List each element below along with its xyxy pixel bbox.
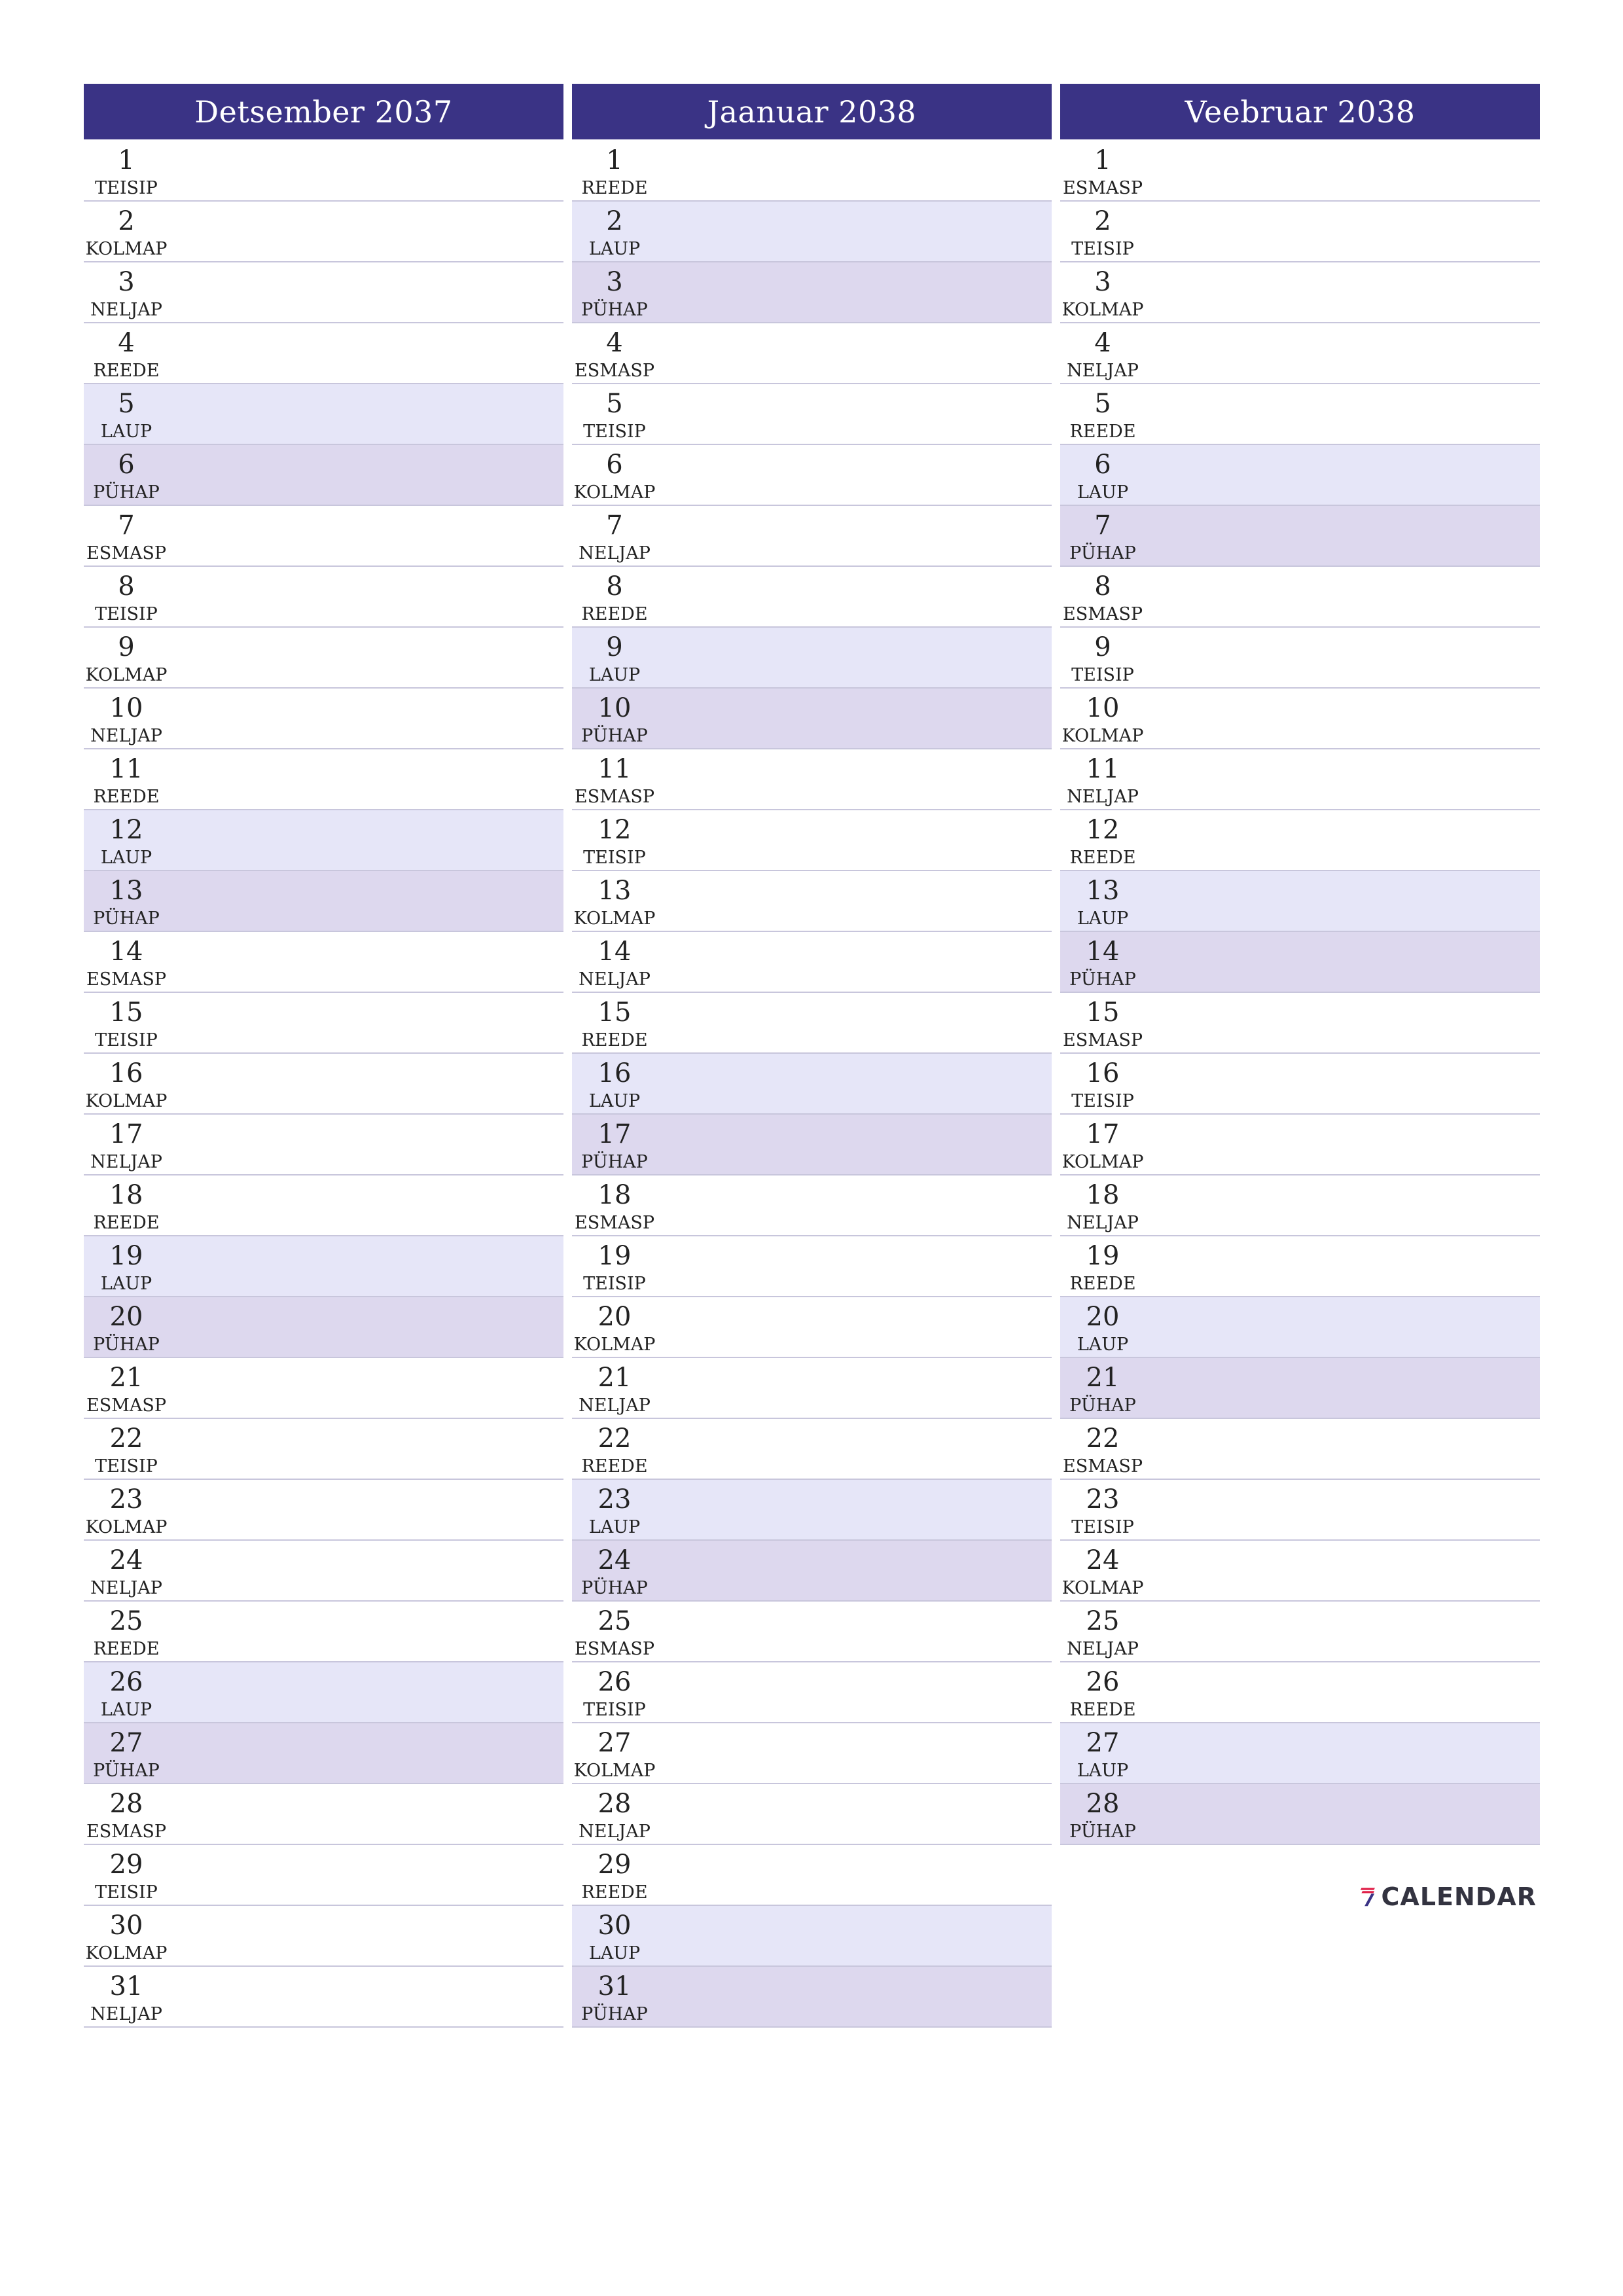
day-number: 31 <box>109 1971 143 2001</box>
weekday-label: ESMASP <box>86 543 166 564</box>
day-row <box>572 1906 1052 1967</box>
day-row <box>1060 141 1540 202</box>
day-row <box>572 1054 1052 1115</box>
day-number: 29 <box>597 1850 632 1880</box>
weekday-label: TEISIP <box>583 1274 646 1294</box>
weekday-label: PÜHAP <box>93 1761 160 1781</box>
day-row <box>1060 445 1540 506</box>
day-number: 17 <box>1086 1119 1120 1149</box>
day-row <box>572 993 1052 1054</box>
weekday-label: TEISIP <box>95 1030 158 1050</box>
weekday-label: ESMASP <box>574 1639 654 1659</box>
day-number: 18 <box>109 1180 143 1210</box>
weekday-label: NELJAP <box>579 969 651 990</box>
day-row <box>572 202 1052 262</box>
day-row <box>572 628 1052 689</box>
day-number: 11 <box>109 754 143 784</box>
month-column-february <box>1060 84 1540 1845</box>
day-row <box>84 1236 563 1297</box>
day-number: 4 <box>118 328 135 358</box>
day-row <box>84 1602 563 1662</box>
weekday-label: LAUP <box>1077 1761 1129 1781</box>
weekday-label: PÜHAP <box>581 1578 648 1598</box>
day-row <box>1060 871 1540 932</box>
day-number: 23 <box>1086 1484 1120 1515</box>
day-number: 19 <box>109 1241 143 1271</box>
weekday-label: KOLMAP <box>85 1091 168 1111</box>
day-number: 9 <box>1094 632 1111 662</box>
month-column-december <box>84 84 563 2028</box>
day-number: 8 <box>1094 571 1111 601</box>
day-number: 26 <box>109 1667 143 1697</box>
day-row <box>1060 1054 1540 1115</box>
weekday-label: REEDE <box>93 1213 160 1233</box>
day-number: 5 <box>118 389 135 419</box>
weekday-label: KOLMAP <box>573 482 656 503</box>
day-number: 22 <box>1086 1424 1120 1454</box>
day-number: 2 <box>606 206 623 236</box>
day-row <box>84 445 563 506</box>
weekday-label: KOLMAP <box>1061 300 1144 320</box>
day-row <box>572 1602 1052 1662</box>
weekday-label: REEDE <box>1069 1274 1136 1294</box>
day-number: 12 <box>597 815 632 845</box>
day-row <box>84 567 563 628</box>
weekday-label: KOLMAP <box>85 1517 168 1537</box>
weekday-label: REEDE <box>581 1456 648 1477</box>
day-row <box>84 1906 563 1967</box>
weekday-label: REEDE <box>1069 848 1136 868</box>
day-number: 10 <box>1086 693 1120 723</box>
weekday-label: REEDE <box>93 1639 160 1659</box>
day-row <box>572 445 1052 506</box>
day-number: 3 <box>1094 267 1111 297</box>
weekday-label: PÜHAP <box>1069 1395 1136 1416</box>
weekday-label: LAUP <box>588 239 641 259</box>
day-row <box>1060 1723 1540 1784</box>
day-row <box>572 1662 1052 1723</box>
weekday-label: LAUP <box>100 1700 152 1720</box>
day-row <box>84 506 563 567</box>
weekday-label: KOLMAP <box>85 239 168 259</box>
day-number: 24 <box>1086 1545 1120 1575</box>
day-row <box>1060 1662 1540 1723</box>
weekday-label: KOLMAP <box>573 1335 656 1355</box>
weekday-label: ESMASP <box>1062 604 1143 624</box>
day-row <box>84 1480 563 1541</box>
day-number: 8 <box>118 571 135 601</box>
day-number: 1 <box>1094 145 1111 175</box>
day-number: 23 <box>109 1484 143 1515</box>
day-row <box>1060 202 1540 262</box>
day-row <box>1060 628 1540 689</box>
weekday-label: KOLMAP <box>573 908 656 929</box>
day-row <box>1060 262 1540 323</box>
day-row <box>84 1175 563 1236</box>
day-row <box>84 1541 563 1602</box>
day-number: 4 <box>1094 328 1111 358</box>
day-row <box>572 1967 1052 2028</box>
month-title: Veebruar 2038 <box>1060 84 1540 139</box>
day-number: 22 <box>109 1424 143 1454</box>
day-number: 2 <box>1094 206 1111 236</box>
day-row <box>84 810 563 871</box>
day-number: 10 <box>597 693 632 723</box>
day-number: 18 <box>1086 1180 1120 1210</box>
day-number: 12 <box>109 815 143 845</box>
day-number: 12 <box>1086 815 1120 845</box>
day-number: 5 <box>1094 389 1111 419</box>
day-row <box>572 506 1052 567</box>
weekday-label: LAUP <box>1077 1335 1129 1355</box>
weekday-label: TEISIP <box>95 1882 158 1903</box>
weekday-label: REEDE <box>1069 422 1136 442</box>
weekday-label: PÜHAP <box>93 1335 160 1355</box>
day-row <box>572 932 1052 993</box>
weekday-label: NELJAP <box>90 1578 162 1598</box>
day-row <box>1060 1297 1540 1358</box>
day-number: 27 <box>597 1728 632 1758</box>
day-row <box>84 1054 563 1115</box>
day-row <box>572 1541 1052 1602</box>
day-number: 8 <box>606 571 623 601</box>
weekday-label: KOLMAP <box>573 1761 656 1781</box>
weekday-label: KOLMAP <box>1061 1152 1144 1172</box>
day-row <box>84 262 563 323</box>
day-number: 27 <box>109 1728 143 1758</box>
day-number: 28 <box>109 1789 143 1819</box>
day-row <box>84 749 563 810</box>
weekday-label: LAUP <box>1077 908 1129 929</box>
weekday-label: KOLMAP <box>1061 1578 1144 1598</box>
day-number: 29 <box>109 1850 143 1880</box>
day-number: 14 <box>597 937 632 967</box>
day-row <box>84 1845 563 1906</box>
weekday-label: NELJAP <box>579 543 651 564</box>
day-number: 19 <box>1086 1241 1120 1271</box>
day-number: 24 <box>109 1545 143 1575</box>
day-number: 13 <box>1086 876 1120 906</box>
day-row <box>84 1358 563 1419</box>
day-number: 25 <box>1086 1606 1120 1636</box>
day-number: 21 <box>1086 1363 1120 1393</box>
day-number: 28 <box>597 1789 632 1819</box>
day-row <box>1060 689 1540 749</box>
day-row <box>84 628 563 689</box>
day-number: 1 <box>606 145 623 175</box>
weekday-label: REEDE <box>581 604 648 624</box>
day-number: 6 <box>1094 450 1111 480</box>
weekday-label: REEDE <box>581 178 648 198</box>
day-row <box>572 1845 1052 1906</box>
weekday-label: REEDE <box>1069 1700 1136 1720</box>
weekday-label: REEDE <box>93 787 160 807</box>
weekday-label: NELJAP <box>1067 1213 1139 1233</box>
day-number: 7 <box>118 511 135 541</box>
day-number: 14 <box>1086 937 1120 967</box>
day-number: 31 <box>597 1971 632 2001</box>
day-row <box>572 810 1052 871</box>
day-row <box>84 993 563 1054</box>
weekday-label: PÜHAP <box>581 2004 648 2024</box>
weekday-label: NELJAP <box>579 1821 651 1842</box>
day-row <box>572 749 1052 810</box>
weekday-label: NELJAP <box>90 726 162 746</box>
weekday-label: TEISIP <box>583 848 646 868</box>
weekday-label: ESMASP <box>1062 178 1143 198</box>
weekday-label: LAUP <box>1077 482 1129 503</box>
day-number: 26 <box>597 1667 632 1697</box>
weekday-label: TEISIP <box>583 1700 646 1720</box>
day-number: 21 <box>597 1363 632 1393</box>
day-number: 15 <box>1086 997 1120 1028</box>
weekday-label: REEDE <box>581 1030 648 1050</box>
day-number: 24 <box>597 1545 632 1575</box>
day-number: 4 <box>606 328 623 358</box>
weekday-label: TEISIP <box>583 422 646 442</box>
weekday-label: TEISIP <box>95 1456 158 1477</box>
weekday-label: NELJAP <box>579 1395 651 1416</box>
weekday-label: NELJAP <box>1067 787 1139 807</box>
day-number: 19 <box>597 1241 632 1271</box>
day-row <box>84 202 563 262</box>
day-row <box>1060 1480 1540 1541</box>
day-list <box>1060 141 1540 1845</box>
day-row <box>84 932 563 993</box>
weekday-label: LAUP <box>588 1943 641 1964</box>
day-list <box>572 141 1052 2028</box>
weekday-label: LAUP <box>100 1274 152 1294</box>
weekday-label: PÜHAP <box>581 1152 648 1172</box>
day-row <box>572 1115 1052 1175</box>
day-number: 17 <box>597 1119 632 1149</box>
day-row <box>84 384 563 445</box>
weekday-label: ESMASP <box>86 1395 166 1416</box>
weekday-label: ESMASP <box>86 969 166 990</box>
weekday-label: TEISIP <box>1071 239 1134 259</box>
weekday-label: NELJAP <box>1067 361 1139 381</box>
day-number: 16 <box>1086 1058 1120 1088</box>
weekday-label: TEISIP <box>1071 665 1134 685</box>
day-number: 30 <box>597 1910 632 1941</box>
day-row <box>572 323 1052 384</box>
day-number: 18 <box>597 1180 632 1210</box>
day-row <box>1060 1236 1540 1297</box>
weekday-label: PÜHAP <box>93 482 160 503</box>
day-row <box>572 1297 1052 1358</box>
day-number: 3 <box>118 267 135 297</box>
day-number: 11 <box>597 754 632 784</box>
day-row <box>84 1115 563 1175</box>
day-row <box>84 1967 563 2028</box>
weekday-label: PÜHAP <box>1069 969 1136 990</box>
seven-logo-icon <box>1360 1872 1376 1922</box>
day-number: 22 <box>597 1424 632 1454</box>
month-title: Detsember 2037 <box>84 84 563 139</box>
day-number: 13 <box>109 876 143 906</box>
day-number: 17 <box>109 1119 143 1149</box>
day-row <box>1060 993 1540 1054</box>
day-number: 1 <box>118 145 135 175</box>
day-row <box>1060 1541 1540 1602</box>
day-row <box>572 689 1052 749</box>
day-row <box>1060 506 1540 567</box>
weekday-label: ESMASP <box>86 1821 166 1842</box>
weekday-label: PÜHAP <box>581 726 648 746</box>
weekday-label: PÜHAP <box>93 908 160 929</box>
day-number: 25 <box>597 1606 632 1636</box>
day-number: 20 <box>1086 1302 1120 1332</box>
day-row <box>1060 1784 1540 1845</box>
weekday-label: NELJAP <box>90 1152 162 1172</box>
weekday-label: TEISIP <box>1071 1517 1134 1537</box>
day-row <box>572 1723 1052 1784</box>
day-row <box>1060 384 1540 445</box>
day-row <box>572 1236 1052 1297</box>
weekday-label: PÜHAP <box>581 300 648 320</box>
day-number: 16 <box>109 1058 143 1088</box>
day-number: 7 <box>1094 511 1111 541</box>
day-number: 16 <box>597 1058 632 1088</box>
day-row <box>1060 932 1540 993</box>
day-row <box>572 1784 1052 1845</box>
day-number: 23 <box>597 1484 632 1515</box>
weekday-label: ESMASP <box>1062 1456 1143 1477</box>
day-number: 9 <box>606 632 623 662</box>
weekday-label: LAUP <box>588 1091 641 1111</box>
weekday-label: KOLMAP <box>1061 726 1144 746</box>
day-number: 25 <box>109 1606 143 1636</box>
day-number: 7 <box>606 511 623 541</box>
weekday-label: REEDE <box>581 1882 648 1903</box>
day-number: 21 <box>109 1363 143 1393</box>
weekday-label: LAUP <box>100 848 152 868</box>
day-row <box>1060 810 1540 871</box>
day-row <box>572 1175 1052 1236</box>
weekday-label: TEISIP <box>95 604 158 624</box>
day-row <box>572 384 1052 445</box>
day-number: 6 <box>118 450 135 480</box>
day-row <box>572 262 1052 323</box>
day-row <box>1060 1419 1540 1480</box>
weekday-label: ESMASP <box>574 787 654 807</box>
day-row <box>1060 567 1540 628</box>
day-row <box>1060 1602 1540 1662</box>
day-row <box>84 689 563 749</box>
day-row <box>1060 323 1540 384</box>
day-number: 26 <box>1086 1667 1120 1697</box>
weekday-label: REEDE <box>93 361 160 381</box>
logo-text: CALENDAR <box>1381 1882 1537 1911</box>
weekday-label: TEISIP <box>95 178 158 198</box>
day-number: 2 <box>118 206 135 236</box>
weekday-label: PÜHAP <box>1069 543 1136 564</box>
day-number: 5 <box>606 389 623 419</box>
day-number: 11 <box>1086 754 1120 784</box>
weekday-label: NELJAP <box>1067 1639 1139 1659</box>
day-row <box>84 1723 563 1784</box>
day-number: 27 <box>1086 1728 1120 1758</box>
day-row <box>84 1662 563 1723</box>
day-row <box>84 1419 563 1480</box>
day-list <box>84 141 563 2028</box>
day-number: 28 <box>1086 1789 1120 1819</box>
weekday-label: LAUP <box>588 1517 641 1537</box>
day-number: 6 <box>606 450 623 480</box>
weekday-label: LAUP <box>588 665 641 685</box>
day-row <box>84 871 563 932</box>
weekday-label: NELJAP <box>90 300 162 320</box>
brand-logo <box>1360 1872 1537 1922</box>
day-row <box>572 1358 1052 1419</box>
day-number: 14 <box>109 937 143 967</box>
day-row <box>84 141 563 202</box>
day-number: 9 <box>118 632 135 662</box>
weekday-label: ESMASP <box>574 361 654 381</box>
day-row <box>1060 1358 1540 1419</box>
weekday-label: PÜHAP <box>1069 1821 1136 1842</box>
day-row <box>1060 1115 1540 1175</box>
month-title: Jaanuar 2038 <box>572 84 1052 139</box>
month-column-january <box>572 84 1052 2028</box>
weekday-label: LAUP <box>100 422 152 442</box>
weekday-label: NELJAP <box>90 2004 162 2024</box>
day-row <box>572 1480 1052 1541</box>
day-number: 20 <box>597 1302 632 1332</box>
day-number: 15 <box>597 997 632 1028</box>
day-row <box>1060 749 1540 810</box>
day-row <box>572 141 1052 202</box>
weekday-label: KOLMAP <box>85 665 168 685</box>
day-row <box>84 323 563 384</box>
day-number: 10 <box>109 693 143 723</box>
weekday-label: KOLMAP <box>85 1943 168 1964</box>
weekday-label: ESMASP <box>574 1213 654 1233</box>
day-row <box>1060 1175 1540 1236</box>
weekday-label: TEISIP <box>1071 1091 1134 1111</box>
day-number: 3 <box>606 267 623 297</box>
weekday-label: ESMASP <box>1062 1030 1143 1050</box>
day-row <box>84 1784 563 1845</box>
day-row <box>84 1297 563 1358</box>
day-row <box>572 1419 1052 1480</box>
day-number: 13 <box>597 876 632 906</box>
day-row <box>572 567 1052 628</box>
day-row <box>572 871 1052 932</box>
day-number: 20 <box>109 1302 143 1332</box>
day-number: 30 <box>109 1910 143 1941</box>
day-number: 15 <box>109 997 143 1028</box>
